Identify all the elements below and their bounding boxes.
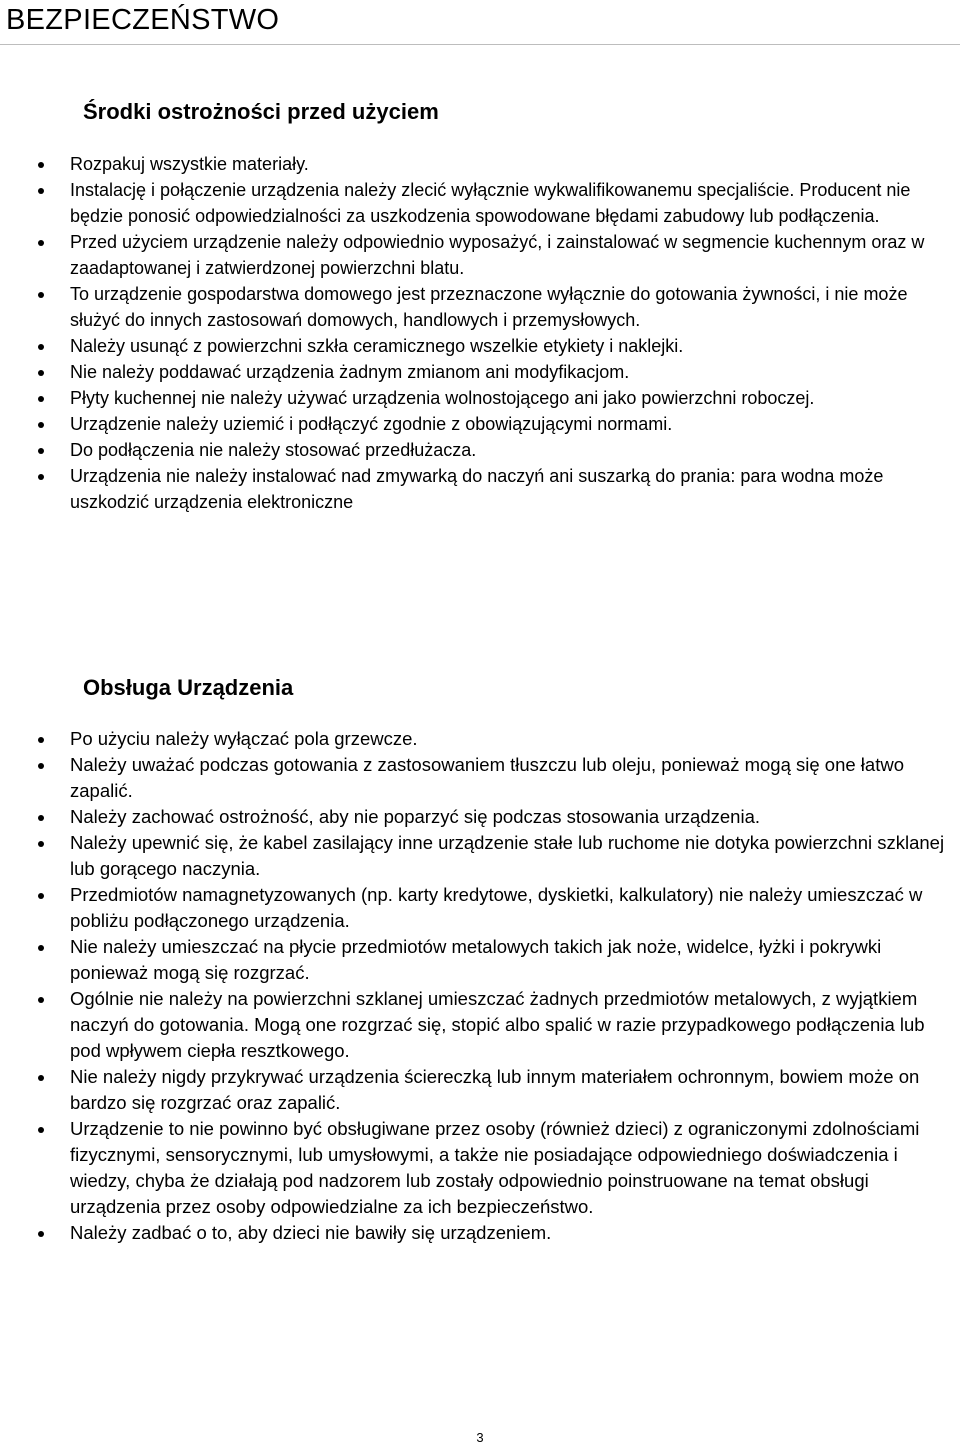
bullet-icon — [38, 1075, 44, 1081]
list-item-text: Przedmiotów namagnetyzowanych (np. karty kredytowe, dyskietki, kalkulatory) nie należy umieszczać w pobliżu podłączonego urządzenia. — [70, 884, 923, 931]
list-item-text: Ogólnie nie należy na powierzchni szklanej umieszczać żadnych przedmiotów metalowych, z wyjątkiem naczyń do gotowania. Mogą one rozgrzać się, stopić albo spalić w razie przypadkowego podłączenia lub pod wpływem ciepła resztkowego. — [70, 988, 925, 1061]
list-item — [0, 726, 948, 752]
bullet-icon — [38, 292, 44, 298]
list-item-text: Rozpakuj wszystkie materiały. — [70, 154, 309, 174]
bullet-icon — [38, 841, 44, 847]
list-item-text: Płyty kuchennej nie należy używać urządzenia wolnostojącego ani jako powierzchni roboczej. — [70, 388, 815, 408]
list-item — [0, 1220, 948, 1246]
section-heading-precautions: Środki ostrożności przed użyciem — [83, 99, 439, 124]
list-item — [0, 934, 948, 986]
list-item-text: Nie należy nigdy przykrywać urządzenia ściereczką lub innym materiałem ochronnym, bowiem może on bardzo się rozgrzać oraz zapalić. — [70, 1066, 920, 1113]
bullet-icon — [38, 893, 44, 899]
list-item — [0, 882, 948, 934]
list-item — [0, 437, 948, 463]
list-item — [0, 411, 948, 437]
list-item — [0, 463, 948, 515]
list-item — [0, 752, 948, 804]
bullet-icon — [38, 1127, 44, 1133]
list-item — [0, 151, 948, 177]
bullet-icon — [38, 945, 44, 951]
bullet-icon — [38, 188, 44, 194]
list-item-text: Należy usunąć z powierzchni szkła ceramicznego wszelkie etykiety i naklejki. — [70, 336, 684, 356]
list-item — [0, 1064, 948, 1116]
list-item-text: Nie należy umieszczać na płycie przedmiotów metalowych takich jak noże, widelce, łyżki i pokrywki ponieważ mogą się rozgrzać. — [70, 936, 882, 983]
list-item-text: Instalację i połączenie urządzenia należy zlecić wyłącznie wykwalifikowanemu specjaliście. Producent nie będzie ponosić odpowiedzialności za uszkodzenia spowodowane błędami zabudowy lub podłączenia. — [70, 180, 911, 226]
list-item-text: Po użyciu należy wyłączać pola grzewcze. — [70, 728, 418, 749]
page-title: BEZPIECZEŃSTWO — [6, 4, 280, 36]
list-item-text: Należy zadbać o to, aby dzieci nie bawiły się urządzeniem. — [70, 1222, 552, 1243]
list-item-text: Przed użyciem urządzenie należy odpowiednio wyposażyć, i zainstalować w segmencie kuchennym oraz w zaadaptowanej i zatwierdzonej powierzchni blatu. — [70, 232, 925, 278]
list-item-text: Należy zachować ostrożność, aby nie poparzyć się podczas stosowania urządzenia. — [70, 806, 761, 827]
title-divider — [0, 44, 960, 45]
list-item-text: Urządzenia nie należy instalować nad zmywarką do naczyń ani suszarką do prania: para wodna może uszkodzić urządzenia elektroniczne — [70, 466, 884, 512]
bullet-icon — [38, 448, 44, 454]
list-item — [0, 830, 948, 882]
list-item-text: Urządzenie to nie powinno być obsługiwane przez osoby (również dzieci) z ograniczonymi zdolnościami fizycznymi, sensorycznymi, lub umysłowymi, a także nie posiadające odpowiedniego doświadczenia i wiedzy, chyba że działają pod nadzorem lub zostały odpowiednio poinstruowane na temat obsługi urządzenia przez osoby odpowiedzialne za ich bezpieczeństwo. — [70, 1118, 920, 1217]
page-number: 3 — [476, 1430, 484, 1445]
section-heading-operation: Obsługa Urządzenia — [83, 675, 294, 700]
bullet-icon — [38, 737, 44, 743]
list-item — [0, 804, 948, 830]
list-item-text: Nie należy poddawać urządzenia żadnym zmianom ani modyfikacjom. — [70, 362, 630, 382]
precautions-list — [0, 151, 948, 515]
list-item — [0, 177, 948, 229]
bullet-icon — [38, 240, 44, 246]
list-item-text: Należy uważać podczas gotowania z zastosowaniem tłuszczu lub oleju, ponieważ mogą się one łatwo zapalić. — [70, 754, 904, 801]
bullet-icon — [38, 344, 44, 350]
list-item-text: To urządzenie gospodarstwa domowego jest przeznaczone wyłącznie do gotowania żywności, i nie może służyć do innych zastosowań domowych, handlowych i przemysłowych. — [70, 284, 908, 330]
list-item — [0, 359, 948, 385]
list-item — [0, 385, 948, 411]
bullet-icon — [38, 997, 44, 1003]
list-item — [0, 229, 948, 281]
bullet-icon — [38, 815, 44, 821]
bullet-icon — [38, 162, 44, 168]
list-item — [0, 986, 948, 1064]
list-item — [0, 281, 948, 333]
list-item — [0, 333, 948, 359]
list-item — [0, 1116, 948, 1220]
operation-list — [0, 726, 948, 1246]
bullet-icon — [38, 1231, 44, 1237]
bullet-icon — [38, 422, 44, 428]
bullet-icon — [38, 474, 44, 480]
bullet-icon — [38, 370, 44, 376]
list-item-text: Urządzenie należy uziemić i podłączyć zgodnie z obowiązującymi normami. — [70, 414, 673, 434]
bullet-icon — [38, 396, 44, 402]
list-item-text: Do podłączenia nie należy stosować przedłużacza. — [70, 440, 477, 460]
list-item-text: Należy upewnić się, że kabel zasilający inne urządzenie stałe lub ruchome nie dotyka powierzchni szklanej lub gorącego naczynia. — [70, 832, 945, 879]
bullet-icon — [38, 763, 44, 769]
